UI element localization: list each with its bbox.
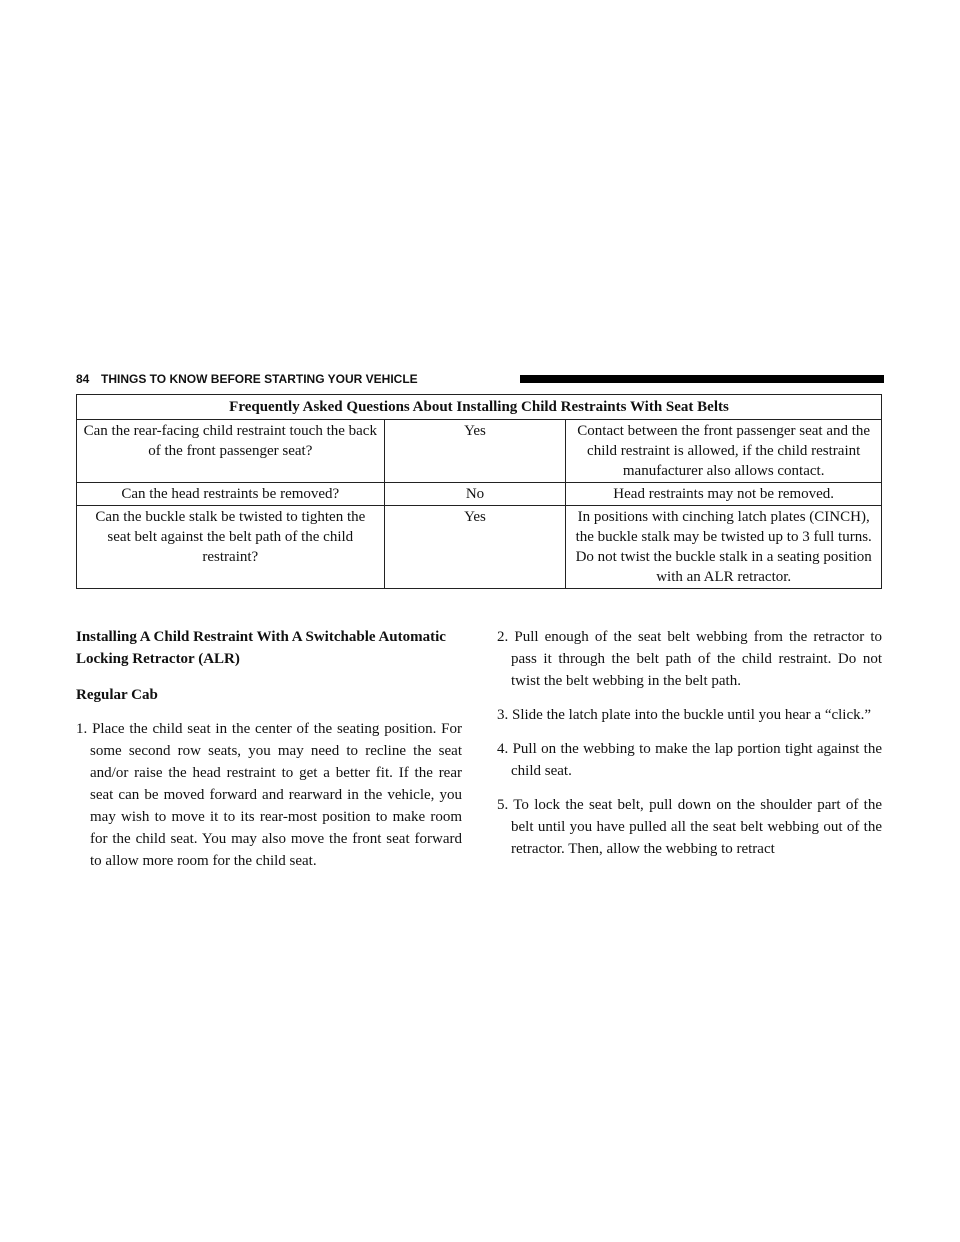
table-answer-cell: No	[384, 483, 566, 506]
step-item: 5. To lock the seat belt, pull down on the shoulder part of the belt until you have pulled all the seat belt webbing out of the retractor. Then, allow the webbing to retract	[497, 797, 882, 857]
header-rule	[520, 375, 884, 383]
table-row	[77, 420, 882, 483]
header-title: THINGS TO KNOW BEFORE STARTING YOUR VEHICLE	[101, 372, 418, 386]
faq-table	[76, 394, 882, 589]
table-title: Frequently Asked Questions About Installing Child Restraints With Seat Belts	[77, 395, 882, 420]
left-column	[76, 626, 462, 872]
table-note-cell: Contact between the front passenger seat and the child restraint is allowed, if the child restraint manufacturer also allows contact.	[566, 420, 882, 483]
table-row	[77, 483, 882, 506]
step-item: 4. Pull on the webbing to make the lap portion tight against the child seat.	[497, 741, 882, 779]
table-note-cell: Head restraints may not be removed.	[566, 483, 882, 506]
table-question-cell: Can the buckle stalk be twisted to tighten the seat belt against the belt path of the child restraint?	[77, 506, 385, 589]
right-column	[497, 626, 882, 860]
section-subheading: Regular Cab	[76, 687, 158, 703]
table-question-cell: Can the rear-facing child restraint touch the back of the front passenger seat?	[77, 420, 385, 483]
table-title-row	[77, 395, 882, 420]
table-answer-cell: Yes	[384, 420, 566, 483]
page-number: 84	[76, 372, 90, 386]
table-answer-cell: Yes	[384, 506, 566, 589]
steps-list-left	[76, 718, 462, 872]
step-item: 2. Pull enough of the seat belt webbing from the retractor to pass it through the belt path of the child restraint. Do not twist the belt webbing in the belt path.	[497, 629, 882, 689]
step-item: 3. Slide the latch plate into the buckle until you hear a “click.”	[497, 707, 872, 723]
page-header	[76, 372, 884, 386]
table-question-cell: Can the head restraints be removed?	[77, 483, 385, 506]
table-row	[77, 506, 882, 589]
step-item: 1. Place the child seat in the center of the seating position. For some second row seats, you may need to recline the seat and/or raise the head restraint to get a better fit. If the rear seat can be moved forward and rearward in the vehicle, you may wish to move it to its rear-most position to make room for the child seat. You may also move the front seat forward to allow more room for the child seat.	[76, 721, 462, 869]
section-heading: Installing A Child Restraint With A Switchable Automatic Locking Retractor (ALR)	[76, 629, 446, 667]
steps-list-right	[497, 626, 882, 860]
table-note-cell: In positions with cinching latch plates (CINCH), the buckle stalk may be twisted up to 3 full turns. Do not twist the buckle stalk in a seating position with an ALR retractor.	[566, 506, 882, 589]
